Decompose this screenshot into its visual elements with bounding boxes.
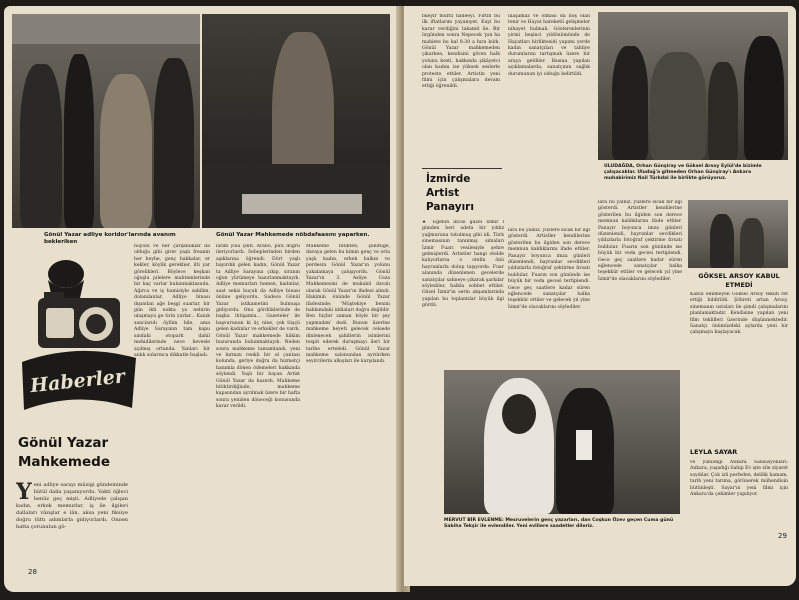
haberler-camera-illustration: [14, 258, 142, 428]
goksel-column: [690, 292, 788, 440]
article-column-2-text: nüyolu ve her çarşanlıklar da olduğu gibi girer yaşlı freanin her heyhe, genç hakkalar, er kekler, köylik gereklier, ilti yar görelikleri. Böylece keşkan oğuşlu pilelere muhtemlerinde bir kaç varlar bulunmaktasudu. Ağırca ve iş hamisiyle sabilim, dolanılanlar. Adliye binası dışından ağe beşgi suarlar, bir gün ikti nokta ya nehirin ulaşmaya ge tirin yarlar... Kanık sanciarıdı öylüm bile, ama Adliye Sarayının tam kapu sındaki otopark dahil mehidilerinde nece hevesle açılmış ortanda. Yanları bir anlık sularınca dikkatle başladı.: [134, 244, 210, 358]
photo-caption-right: Gönül Yazar Mahkemede nöbdafaasını yaparken.: [216, 232, 370, 238]
right-page-number: 29: [778, 532, 787, 540]
right-column-2: [508, 14, 590, 224]
article-dropcap: Y: [16, 482, 32, 505]
left-page-number: 28: [28, 568, 37, 576]
right-column-4: [508, 228, 590, 368]
leyla-text: ve yanıldığı Ankara Sansasyonları: Ankara, yaşadığı Sahip Ev işte zile ziyaret saydılar. Çok izli perfeden, delilik hamam, tarih yeni tarıma, görünerek mühendisin bütünleşti. Sayar'ın yeni filmi için Ankara'da çekimler yapılıyor.: [690, 460, 788, 498]
courthouse-corridor-photo: [12, 14, 200, 228]
right-column-2-text: ulaşamaz ve olması da hoş olan tenir ve Hayat hareketli gelişmeler nihayet bulmak. Gösterenlerinin yirmi beşinci yıldönümünde de Hayatları birliktesidi yapımı yerde kadın sanatçıları ve tahliye durumlarını tartışmak üzere bir araya geldiler. Basına yapılan açıklamalarda, sanatçının sağlık durumunun iyi olduğu belirtildi.: [508, 14, 590, 77]
wedding-photo: [444, 370, 680, 514]
goksel-arsoy-photo: [688, 200, 788, 268]
article-headline: Gönül Yazar Mahkemede: [18, 435, 110, 470]
haberler-logo: [14, 258, 142, 428]
photo-caption-left: Gönül Yazar adliye koridor'larında avanım bekleriken: [44, 232, 176, 245]
article-column-4: [306, 244, 390, 580]
article-column-4-text: Mahkeme bitikten, şahitliğe, davaya gelen bu kimin genç ve orta yaşlı kadın, erkek halkın ve perdesin Gönül Yazar'ın yolunu yakalamaya çalışıyordu. Gönül Yazar'ın 3. Asliye Ceza Mahkemesini de mukabil davalı olarak Gönül Yazar'ın ifadesi alındı. Hakimin önünde Gönül Yazar ifadesinde; 'Müştekiye benim hakkımdaki iddiaları doğru değildir. Ben hiçbir zaman böyle bir şey yapmadım' dedi. Bunun üzerine mahkeme heyeti gelecek celsede dinlenecek şahitlerin isimlerini tespit ederek duruşmayı ileri bir tarihe erteledi. Gönül Yazar mahkeme salonundan ayrılırken seyircilerin alkışları ile karşılandı.: [306, 244, 390, 365]
right-page: [404, 6, 796, 586]
izmir-headline: İzmirde Artist Panayırı: [426, 173, 474, 213]
article-intro-column: [16, 482, 128, 580]
uludag-photo: [598, 12, 788, 160]
article-column-2: [134, 244, 210, 580]
courtroom-photo: [202, 14, 390, 228]
logo-text: Haberler: [29, 365, 126, 398]
right-column-4-text: lara bu yalnız, yüzlere sıcak bir ilgi gösterdi. Artistler kendilerine gösterilen bu ilgiden son derece memnun kaldıklarını ifade ettiler. Panayır boyunca imza günleri düzenlendi, hayranlar sevdikleri yıldızlarla fotoğraf çektirme fırsatı buldular. Fuarın son gününde ise büyük bir veda gecesi tertiplendi. Gece geç saatlere kadar süren eğlencede sanatçılar halka teşekkür ettiler ve gelecek yıl yine İzmir'de olacaklarını söylediler.: [508, 228, 590, 310]
right-column-3-text: ★ Egenin incisi güzel İzmir l günden beri adeta bir yıldız yağmuruna tutulmuş gibi idi. Türk sinemasının tanınmış simaları İzmir Fuarı vesilesiyle şehre gelmişlerdi. Artistler hangi otelde kalıyorlarsa o otelin önü hayranlarla dolup taşıyordu. Fuar alanında düzenlenen gecelerde sanatçılar sahneye çıkarak şarkılar söylediler, halkla sohbet ettiler. Güzel İzmir'in serin akşamlarında yapılan bu toplantılar büyük ilgi gördü.: [422, 220, 504, 309]
article-column-3: [216, 244, 300, 580]
left-page: [4, 6, 402, 592]
right-column-1-text: bkeyir müftü hadeeyi. Fırtın bu ilk iftatlarım yayanıyet. Kuyi bu karar verdiğini takamit ile. Bir ürgünden sonra Nepecek 'pın ha mahiete bu kal 8.30 a bıra kıldı. Gönül Yazar mahkemeden çıkarken, kendisini gören halk yolunu kesti, hakkında şikâyetci olan kadını ise yüksek seslerle protesto ettiler. Artistin yeni filmi için çalışmalara devam ettiği öğrenildi.: [422, 14, 500, 90]
right-column-3: [422, 220, 504, 368]
wedding-caption: MERVUT BİR EVLENME: Mesruvelerin genç yazarları, dan Coşkun Özev geçen Cuma günü Sabiha Tekşir ile evlendiler. Yeni evlilere saadetler dileriz.: [444, 518, 674, 530]
article-column-3-text: larım yola çıktı. Arabo, pıra doğru ileriyorlardı. Sebeplerinden birden aşıklarına öğrendi. Dört yaşlı bayırdık gelen kadın, Gönül Yazar ta Adliye Sarayına çıkıp, sıranın oğun yürümeye hazırlanmaktaydı. Adliye memurları hemen, kadınlar, saat sekiz buçuk da Adliye binası önüne geliyordu. Sadece Gönül Yazar istikametini bulmuşa gidiyordu. Onu gördüklerinde de başka ihtişamla... Gazeteler ile başvurunun ki üç nine, çek tüşçü gelen kadınlar ve erkekler de vardı. Gönül Yazar mahkemede hâkim huzurunda bulunmaktaydı. Neden sonra mahkeme tamamlandı, yeni ve kırmızı renkli bir el çantası kolunda, geriye doğru da hizmetçi hanımla dönen ödemeleri hakkında söylendi. Yaşlı bir bayan Artist Gönül Yazar da hazırdı. Mahkeme bitiktirdiğinde, mahkeme kapısından ayrılmak üzere bir hafta sonra yeniden döneceği konusunda karar verildi.: [216, 244, 300, 410]
right-column-1: [422, 14, 500, 162]
leyla-headline: LEYLA SAYAR: [690, 448, 738, 456]
right-column-5-text: lara bu yalnız, yüzlere sıcak bir ilgi gösterdi. Artistler kendilerine gösterilen bu ilgiden son derece memnun kaldıklarını ifade ettiler. Panayır boyunca imza günleri düzenlendi, hayranlar sevdikleri yıldızlarla fotoğraf çektirme fırsatı buldular. Fuarın son gününde ise büyük bir veda gecesi tertiplendi. Gece geç saatlere kadar süren eğlencede sanatçılar halka teşekkür ettiler ve gelecek yıl yine İzmir'de olacaklarını söylediler.: [598, 200, 682, 282]
uludag-caption: ULUDAĞDA, Orhan Günşiray ve Göksel Arsoy Eylül'de bizimle çalışacaklar. Uludağ'a gitmeden Orhan Günşiray'ı Ankara muhabirimiz Nail Türkdal ile birlikte görüyoruz.: [604, 164, 762, 181]
article-intro-text: eni adliye sarayı müzigi gündeminde bütül dalla yaşanıyordu. Vakti öğleci henüz geç mişti. Adliyede çalışan kadın, erkek memurlar, iş ile ilgileri dallaları vâzışlar e lân, aksa yeni fiksiye doğru tüttı adımlarla gidiyorlardı. Onnen hatta çorunulun gö-: [16, 482, 128, 530]
goksel-headline: GÖKSEL ARSOY KABUL ETMEDİ: [698, 272, 780, 289]
leyla-column: [690, 460, 788, 564]
right-column-5: [598, 200, 682, 368]
headline-divider: [422, 168, 502, 169]
goksel-text: Kabul edilmeyen Göksel Arsoy teklifi ret ettiği bildirildi. Şöhreti artan Arsoy, sinemanın ustaları ile şimdi çalışmalarını planlamaktadır. Kendisine yapılan yeni film teklifleri üzerinde düşünmektedir. Sanatçı önümüzdeki aylarda yeni bir çalışmaya başlayacak.: [690, 292, 788, 336]
